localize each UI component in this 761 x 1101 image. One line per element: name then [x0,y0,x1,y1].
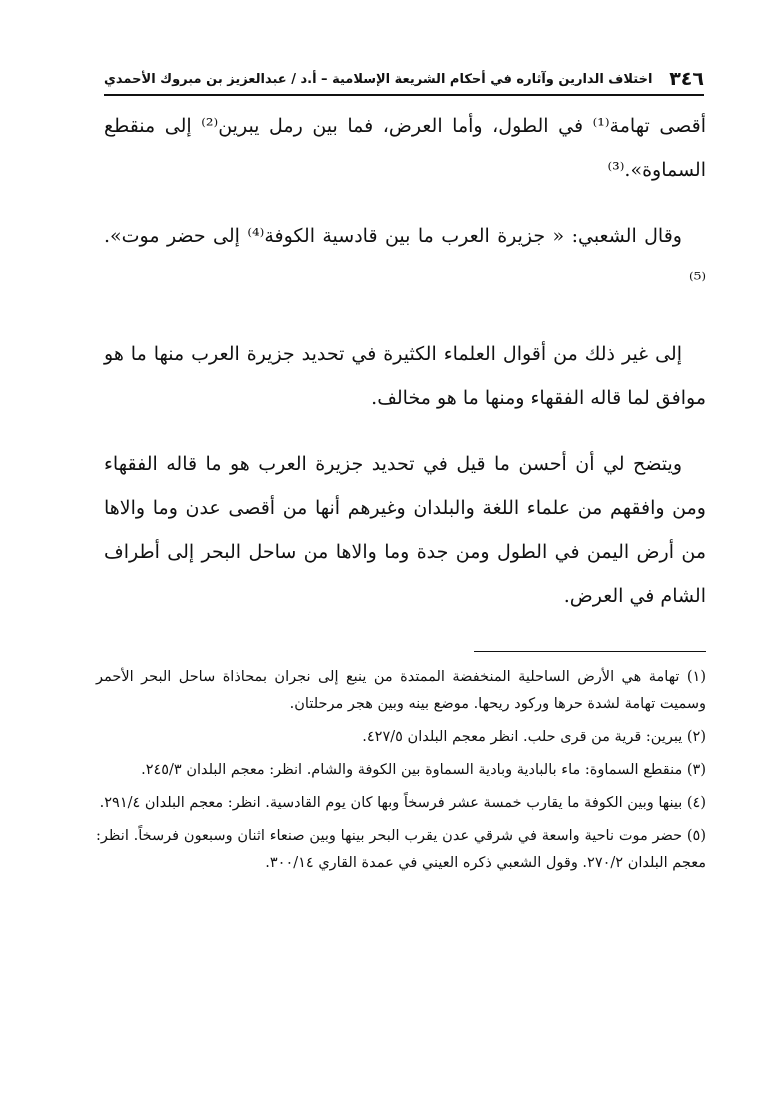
footnote-2: (٢) يبرين: قرية من قرى حلب. انظر معجم البلدان ٤٢٧/٥. [362,729,706,745]
page-header [104,64,704,96]
footnote-3: (٣) منقطع السماوة: ماء بالبادية وبادية السماوة بين الكوفة والشام. انظر: معجم البلدان ٢٤٥/٣. [141,762,706,778]
paragraph-1: أقصى تهامة⁽¹⁾ في الطول، وأما العرض، فما بين رمل يبرين⁽²⁾ إلى منقطع السماوة».⁽³⁾ [104,115,706,181]
footnote-5: (٥) حضر موت ناحية واسعة في شرقي عدن يقرب البحر بينها وبين صنعاء اثنان وسبعون فرسخاً. انظر: معجم البلدان ٢٧٠/٢. وقول الشعبي ذكره العيني في عمدة القاري ٣٠٠/١٤. [96,828,706,871]
paragraph-2: وقال الشعبي: « جزيرة العرب ما بين قادسية الكوفة⁽⁴⁾ إلى حضر موت».⁽⁵⁾ [104,225,706,291]
body-text [104,104,706,640]
footnote-separator [474,651,706,652]
page-number: ٣٤٦ [669,68,704,90]
footnotes [96,664,706,883]
paragraph-3: إلى غير ذلك من أقوال العلماء الكثيرة في تحديد جزيرة العرب منها ما هو موافق لما قاله الفقهاء ومنها ما هو مخالف. [104,343,706,409]
running-title: اختلاف الدارين وآثاره في أحكام الشريعة الإسلامية – أ.د / عبدالعزيز بن مبروك الأحمدي [104,71,653,87]
paragraph-4: ويتضح لي أن أحسن ما قيل في تحديد جزيرة العرب هو ما قاله الفقهاء ومن وافقهم من علماء اللغة والبلدان وغيرهم أنها من أقصى عدن وما والاها من أرض اليمن في الطول ومن جدة وما والاها من ساحل البحر إلى أطراف الشام في العرض. [104,453,706,607]
footnote-4: (٤) بينها وبين الكوفة ما يقارب خمسة عشر فرسخاً وبها كان يوم القادسية. انظر: معجم البلدان ٢٩١/٤. [99,795,706,811]
footnote-1: (١) تهامة هي الأرض الساحلية المنخفضة الممتدة من ينبع إلى نجران بمحاذاة ساحل البحر الأحمر وسميت تهامة لشدة حرها وركود ريحها. موضع بينه وبين هجر مرحلتان. [96,669,706,712]
